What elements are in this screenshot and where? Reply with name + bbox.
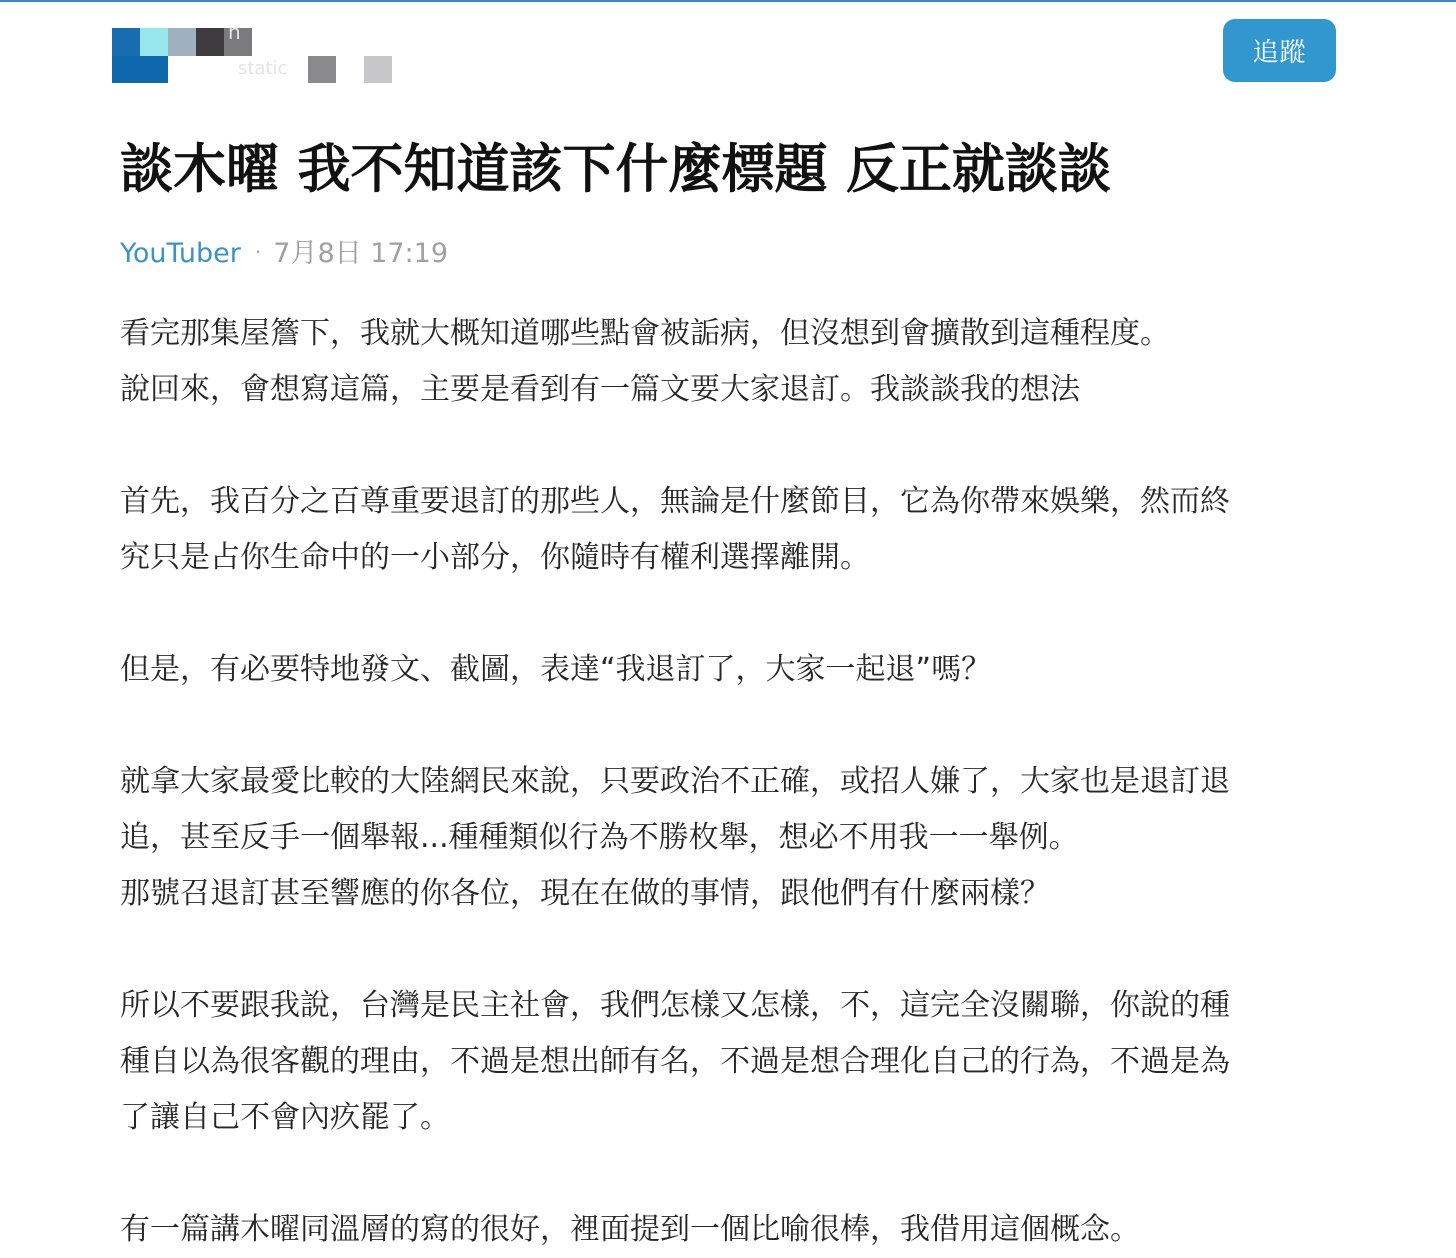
post-header [0,0,1456,100]
body-blank-line [120,922,1332,978]
body-line: 究只是占你生命中的一小部分，你隨時有權利選擇離開。 [120,540,870,575]
pixelated-name-block [196,28,224,56]
body-blank-line [120,418,1332,474]
body-line: 就拿大家最愛比較的大陸網民來說，只要政治不正確，或招人嫌了，大家也是退訂退 [120,764,1230,799]
body-line: 但是，有必要特地發文、截圖，表達“我退訂了，大家一起退”嗎？ [120,652,992,687]
body-blank-line [120,1146,1332,1202]
body-line: 追，甚至反手一個舉報...種種類似行為不勝枚舉，想必不用我一一舉例。 [120,820,1079,855]
follow-button[interactable]: 追蹤 [1223,19,1336,82]
body-line: 有一篇講木曜同溫層的寫的很好，裡面提到一個比喻很棒，我借用這個概念。 [120,1212,1140,1247]
post-title: 談木曜 我不知道該下什麼標題 反正就談談 [120,139,1111,200]
body-line: 看完那集屋簷下，我就大概知道哪些點會被詬病，但沒想到會擴散到這種程度。 [120,316,1170,351]
board-name[interactable]: n [228,20,241,44]
pixelated-sub-block [308,56,336,83]
body-line: 了讓自己不會內疚罷了。 [120,1100,450,1135]
body-blank-line [120,586,1332,642]
board-avatar-icon[interactable] [112,28,168,83]
post-time: 7月8日 17:19 [273,238,449,269]
body-line: 種自以為很客觀的理由，不過是想出師有名，不過是想合理化自己的行為，不過是為 [120,1044,1230,1079]
pixelated-sub-block [364,56,392,83]
body-line: 說回來，會想寫這篇，主要是看到有一篇文要大家退訂。我談談我的想法 [120,372,1080,407]
body-line: 那號召退訂甚至響應的你各位，現在在做的事情，跟他們有什麼兩樣？ [120,876,1050,911]
body-line: 首先，我百分之百尊重要退訂的那些人，無論是什麼節目，它為你帶來娛樂，然而終 [120,484,1230,519]
author-link[interactable]: YouTuber [120,238,241,269]
board-subtitle: static [238,58,288,79]
post-meta [120,234,448,272]
post-body [120,306,1332,1258]
meta-separator: · [254,240,262,264]
body-blank-line [120,698,1332,754]
body-line: 所以不要跟我說，台灣是民主社會，我們怎樣又怎樣，不，這完全沒關聯，你說的種 [120,988,1230,1023]
pixelated-name-block [168,28,196,56]
